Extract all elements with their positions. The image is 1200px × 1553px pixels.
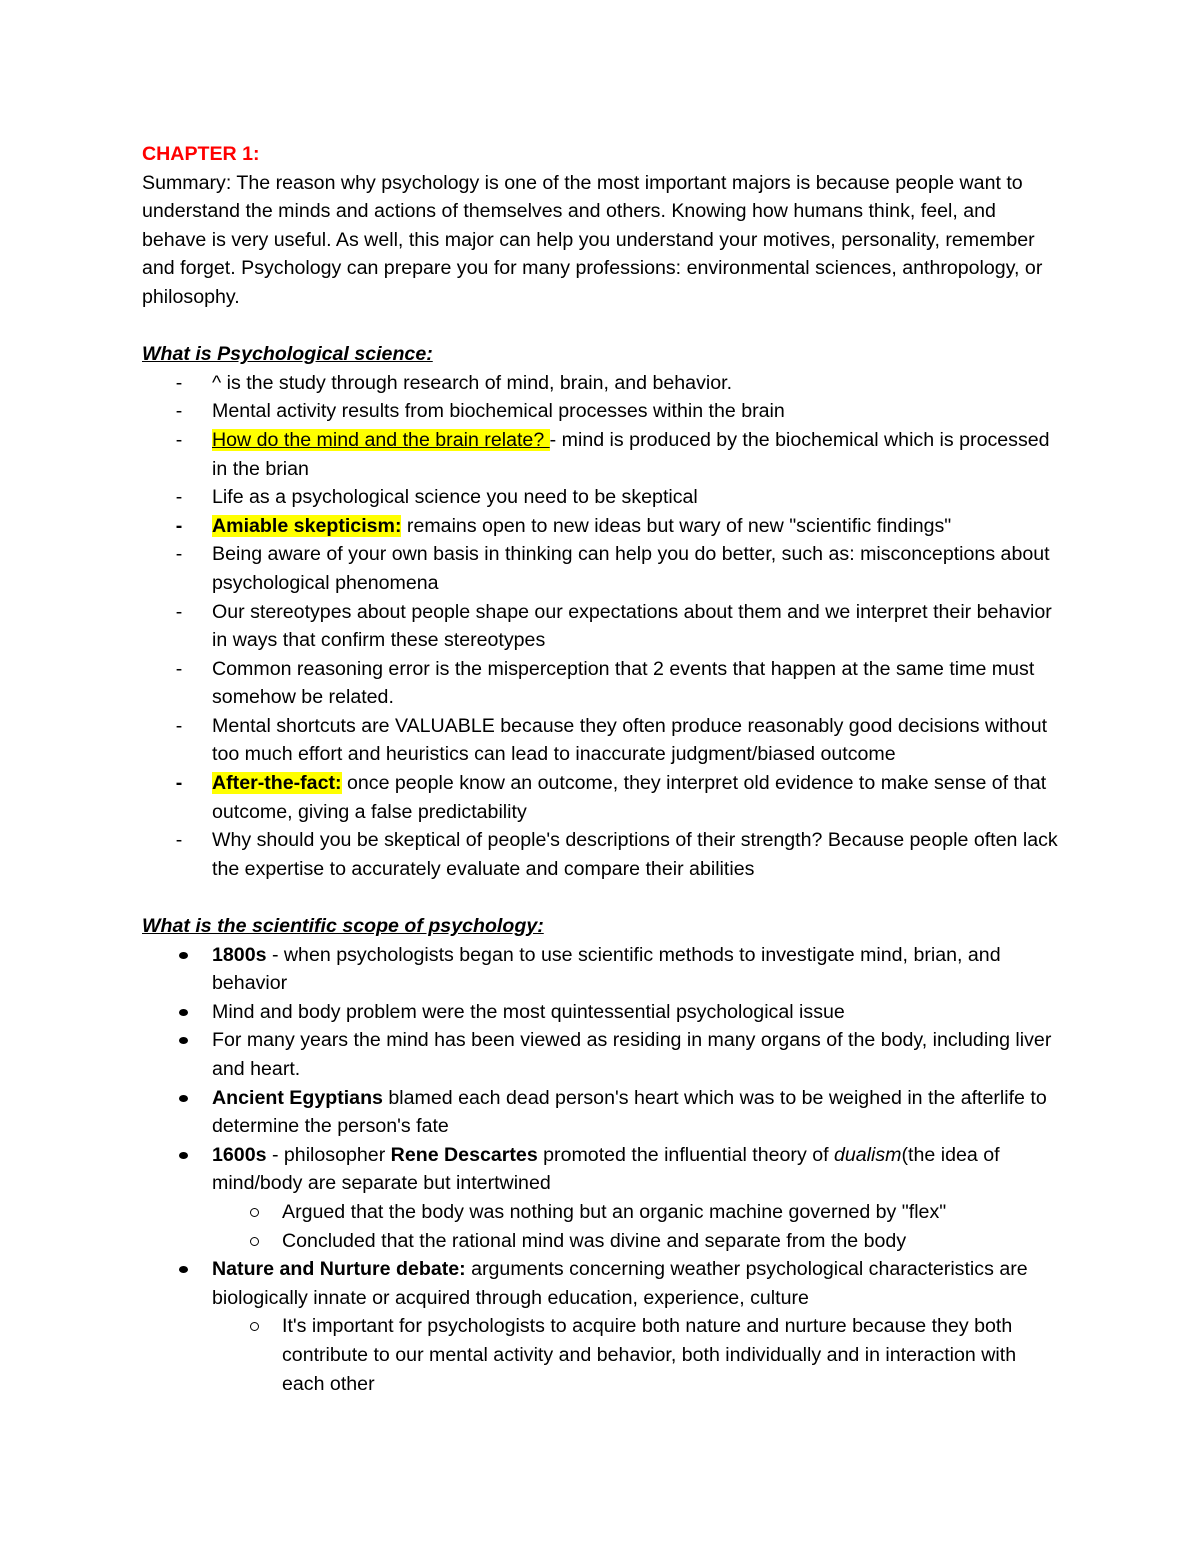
section-heading-scientific-scope: What is the scientific scope of psychology: <box>142 915 544 938</box>
list-item: Ancient Egyptians blamed each dead person's heart which was to be weighed in the afterlife to determine the person's fate <box>142 1084 1062 1141</box>
list-item: 1600s - philosopher Rene Descartes promoted the influential theory of dualism(the idea of mind/body are separate but intertwined <box>142 1141 1062 1198</box>
list-item: - ^ is the study through research of mind, brain, and behavior. <box>142 369 1062 398</box>
list-item: - After-the-fact: once people know an outcome, they interpret old evidence to make sense of that outcome, giving a false predictability <box>142 769 1062 826</box>
bullet-circle-icon <box>250 1237 259 1246</box>
bullet-dot-icon <box>179 952 188 959</box>
bullet-dot-icon <box>179 1009 188 1016</box>
descartes-sublist <box>142 1198 1062 1255</box>
bullet-dot-icon <box>179 1152 188 1159</box>
dash-bullet: - <box>175 543 183 566</box>
sub-list-item: Concluded that the rational mind was divine and separate from the body <box>142 1227 1062 1256</box>
dash-bullet: - <box>175 428 183 451</box>
sub-list-item: Argued that the body was nothing but an organic machine governed by "flex" <box>142 1198 1062 1227</box>
bullet-dot-icon <box>179 1037 188 1044</box>
list-item: - Why should you be skeptical of people's descriptions of their strength? Because people often lack the expertise to accurately evaluate and compare their abilities <box>142 826 1062 883</box>
nature-nurture-sublist <box>142 1312 1062 1398</box>
list-item: - Common reasoning error is the misperception that 2 events that happen at the same time must somehow be related. <box>142 655 1062 712</box>
dash-bullet: - <box>175 657 183 680</box>
dash-bullet: - <box>175 714 183 737</box>
bullet-circle-icon <box>250 1322 259 1331</box>
dash-bullet: - <box>175 772 183 795</box>
list-item: - Mental shortcuts are VALUABLE because they often produce reasonably good decisions without too much effort and heuristics can lead to inaccurate judgment/biased outcome <box>142 712 1062 769</box>
sub-list-item: It's important for psychologists to acquire both nature and nurture because they both contribute to our mental activity and behavior, both individually and in interaction with each other <box>142 1312 1062 1398</box>
list-item: - Being aware of your own basis in thinking can help you do better, such as: misconceptions about psychological phenomena <box>142 540 1062 597</box>
psych-science-list <box>142 369 1062 884</box>
list-item: Nature and Nurture debate: arguments concerning weather psychological characteristics are biologically innate or acquired through education, experience, culture <box>142 1255 1062 1312</box>
list-item: - Mental activity results from biochemical processes within the brain <box>142 397 1062 426</box>
list-item: Mind and body problem were the most quintessential psychological issue <box>142 998 1062 1027</box>
document-page <box>142 140 1062 1398</box>
bullet-dot-icon <box>179 1266 188 1273</box>
bullet-circle-icon <box>250 1208 259 1217</box>
list-item: - Amiable skepticism: remains open to new ideas but wary of new "scientific findings" <box>142 512 1062 541</box>
list-item: - Our stereotypes about people shape our expectations about them and we interpret their behavior in ways that confirm these stereotypes <box>142 598 1062 655</box>
dash-bullet: - <box>175 371 183 394</box>
list-item: - How do the mind and the brain relate? - mind is produced by the biochemical which is processed in the brian <box>142 426 1062 483</box>
highlighted-question: How do the mind and the brain relate? <box>212 428 550 451</box>
list-item: - Life as a psychological science you need to be skeptical <box>142 483 1062 512</box>
dash-bullet: - <box>175 486 183 509</box>
list-item: For many years the mind has been viewed as residing in many organs of the body, including liver and heart. <box>142 1026 1062 1083</box>
dash-bullet: - <box>175 829 183 852</box>
summary-paragraph: Summary: The reason why psychology is one of the most important majors is because people want to understand the minds and actions of themselves and others. Knowing how humans think, feel, and behave is very useful. As well, this major can help you understand your motives, personality, remember and forget. Psychology can prepare you for many professions: environmental sciences, anthropology, or philosophy. <box>142 171 1043 308</box>
scientific-scope-list <box>142 941 1062 1198</box>
bullet-dot-icon <box>179 1095 188 1102</box>
dash-bullet: - <box>175 400 183 423</box>
section-heading-psych-science: What is Psychological science: <box>142 343 433 366</box>
highlighted-term: After-the-fact: <box>212 772 342 795</box>
dash-bullet: - <box>175 514 183 537</box>
scientific-scope-list-continued <box>142 1255 1062 1312</box>
dash-bullet: - <box>175 600 183 623</box>
chapter-title: CHAPTER 1: <box>142 143 260 165</box>
highlighted-term: Amiable skepticism: <box>212 514 402 537</box>
list-item: 1800s - when psychologists began to use scientific methods to investigate mind, brian, and behavior <box>142 941 1062 998</box>
